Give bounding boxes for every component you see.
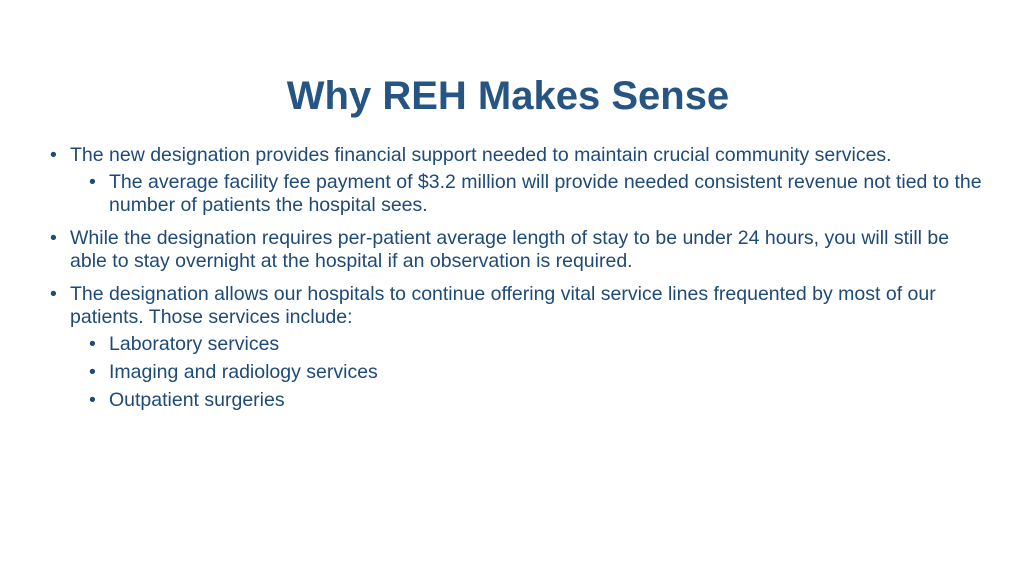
sub-bullet-list	[70, 171, 984, 217]
sub-bullet-text: • The average facility fee payment of $3.2 million will provide needed consistent revenue not tied to the number of patients the hospital sees.	[109, 171, 982, 216]
bullet-text: • The new designation provides financial support needed to maintain crucial community services.	[70, 144, 892, 166]
bullet-list	[44, 144, 984, 412]
sub-bullet-item-imaging	[70, 361, 984, 384]
bullet-text: • The designation allows our hospitals to continue offering vital service lines frequented by most of our patients. Those services include:	[70, 283, 936, 328]
sub-bullet-item-facility-fee	[70, 171, 984, 217]
bullet-item-service-lines	[44, 283, 984, 412]
slide-content	[44, 144, 984, 422]
sub-bullet-text: • Outpatient surgeries	[109, 389, 285, 411]
sub-bullet-list	[70, 333, 984, 412]
sub-bullet-item-outpatient	[70, 389, 984, 412]
sub-bullet-text: • Imaging and radiology services	[109, 361, 378, 383]
sub-bullet-item-laboratory	[70, 333, 984, 356]
slide-title: Why REH Makes Sense	[286, 74, 730, 118]
bullet-item-financial-support	[44, 144, 984, 217]
sub-bullet-text: • Laboratory services	[109, 333, 280, 355]
bullet-text: • While the designation requires per-patient average length of stay to be under 24 hours, you will still be able to stay overnight at the hospital if an observation is required.	[70, 227, 950, 272]
bullet-item-length-of-stay	[44, 227, 984, 273]
